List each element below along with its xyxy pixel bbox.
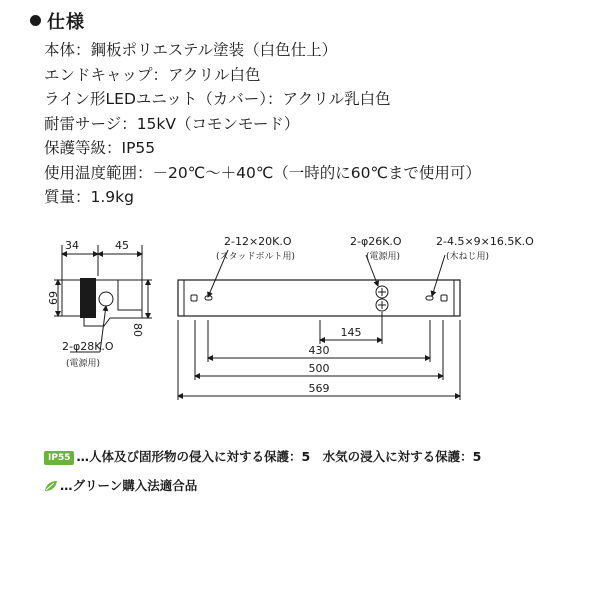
callout-stud-note: (スタッドボルト用)	[216, 252, 296, 262]
dim-side-width-right: 45	[115, 239, 129, 252]
spec-surge: 耐雷サージ：15kV（コモンモード）	[44, 114, 300, 133]
spec-body: 本体：鋼板ポリエステル塗装（白色仕上）	[44, 41, 338, 59]
dim-569: 569	[308, 382, 330, 395]
ip55-badge: IP55	[44, 451, 74, 465]
callout-power-note: (電源用)	[366, 252, 401, 262]
spec-heading-text: 仕様	[47, 12, 85, 33]
ip-legend-text: …人体及び固形物の侵入に対する保護：5 水気の浸入に対する保護：5	[76, 449, 482, 464]
side-hole-note: (電源用)	[66, 359, 101, 369]
dim-430: 430	[308, 344, 330, 357]
spec-protection-class: 保護等級：IP55	[44, 139, 156, 157]
dim-side-height-left: 69	[46, 291, 59, 305]
side-profile-dark-part	[80, 278, 96, 318]
spec-led-unit: ライン形LEDユニット（カバー）：アクリル乳白色	[44, 90, 391, 108]
callout-power-label: 2-φ26K.O	[350, 235, 402, 248]
green-legend	[44, 476, 197, 494]
spec-temperature: 使用温度範囲：－20℃～＋40℃（一時的に60℃まで使用可）	[44, 163, 481, 182]
front-view	[178, 250, 460, 400]
dim-side-height-right: 80	[131, 323, 144, 337]
dim-500: 500	[308, 362, 330, 375]
ip-legend	[44, 447, 481, 465]
spec-end-cap: エンドキャップ：アクリル白色	[44, 65, 261, 84]
callout-screw-note: (木ねじ用)	[446, 252, 490, 262]
callout-stud-label: 2-12×20K.O	[224, 235, 292, 248]
leaf-icon	[44, 480, 58, 492]
callout-screw-label: 2-4.5×9×16.5K.O	[436, 235, 534, 248]
dim-side-width-left: 34	[65, 239, 79, 252]
green-legend-text: …グリーン購入法適合品	[60, 478, 198, 493]
spec-mass: 質量：1.9kg	[44, 188, 134, 206]
dim-145: 145	[340, 326, 362, 339]
side-hole-label: 2-φ28K.O	[62, 340, 114, 353]
